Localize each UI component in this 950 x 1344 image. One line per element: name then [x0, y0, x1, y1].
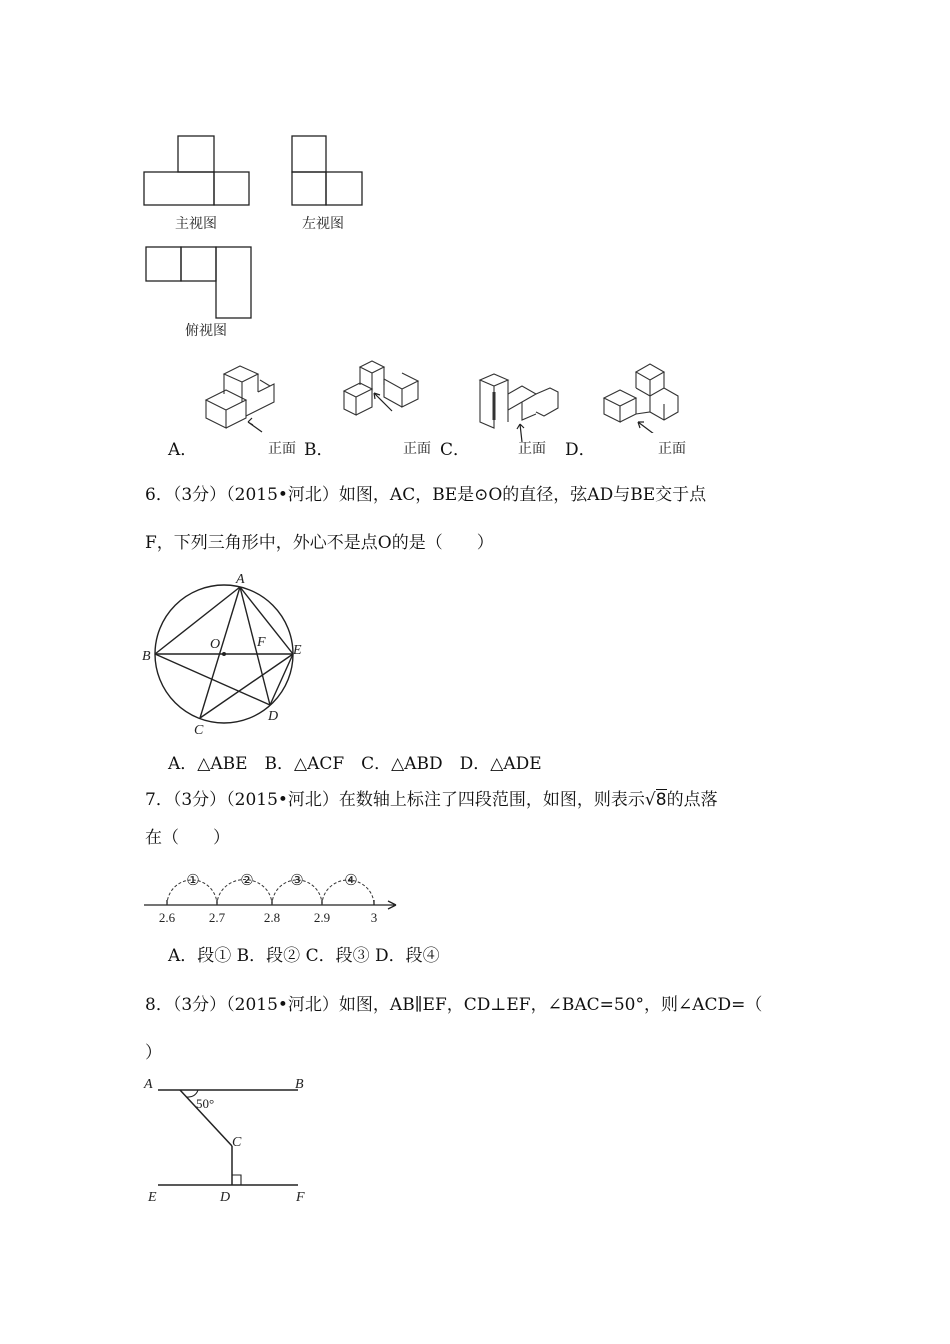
top-view	[142, 243, 257, 323]
segment-4: ④	[344, 873, 358, 889]
label-B: B	[295, 1077, 304, 1092]
segment-3: ③	[290, 873, 304, 889]
q8-line1: 8．（3分）（2015•河北）如图，AB∥EF，CD⊥EF，∠BAC=50°，则∠ACD=（	[145, 995, 763, 1015]
front-view	[140, 132, 255, 212]
segment-1: ①	[186, 873, 200, 889]
option-d-solid	[600, 358, 690, 433]
tick-label-5: 3	[370, 910, 378, 925]
segment-2: ②	[240, 873, 254, 889]
label-E: E	[293, 643, 302, 658]
q8-parallel-figure	[140, 1068, 330, 1208]
tick-label-2: 2.7	[208, 910, 226, 925]
angle-label: 50°	[196, 1096, 215, 1111]
front-view-label: 主视图	[175, 216, 217, 232]
q6-line1: 6．（3分）（2015•河北）如图，AC，BE是⊙O的直径，弦AD与BE交于点	[145, 485, 707, 505]
label-D: D	[268, 709, 279, 724]
option-a-letter[interactable]: A．	[168, 440, 198, 460]
label-A: A	[144, 1077, 153, 1092]
label-O: O	[210, 637, 221, 652]
left-view-label: 左视图	[302, 216, 344, 232]
sqrt-symbol: √	[644, 790, 656, 810]
q7-line1-prefix: 7．（3分）（2015•河北）在数轴上标注了四段范围，如图，则表示	[145, 790, 645, 810]
label-F: F	[257, 635, 266, 650]
q6-options[interactable]: A．△ABE B．△ACF C．△ABD D．△ADE	[168, 754, 542, 774]
label-B: B	[142, 649, 151, 664]
label-E: E	[148, 1190, 157, 1205]
q7-line1-suffix: 的点落	[666, 790, 718, 810]
top-view-label: 俯视图	[185, 323, 227, 339]
option-d-letter[interactable]: D．	[565, 440, 596, 460]
option-b-solid	[340, 355, 430, 440]
option-d-front-label: 正面	[658, 441, 686, 457]
q8-line2: ）	[145, 1043, 162, 1063]
q6-circle-figure	[140, 570, 310, 740]
option-a-front-label: 正面	[268, 441, 296, 457]
tick-label-3: 2.8	[263, 910, 281, 925]
tick-label-1: 2.6	[158, 910, 176, 925]
option-b-letter[interactable]: B．	[304, 440, 334, 460]
tick-label-4: 2.9	[313, 910, 331, 925]
q7-options[interactable]: A．段① B．段② C．段③ D．段④	[168, 946, 440, 966]
label-A: A	[236, 572, 245, 587]
label-C: C	[232, 1135, 242, 1150]
label-C: C	[194, 723, 204, 738]
option-c-letter[interactable]: C．	[440, 440, 471, 460]
label-F: F	[296, 1190, 305, 1205]
left-view	[288, 132, 368, 212]
option-c-front-label: 正面	[518, 441, 546, 457]
q6-line2: F，下列三角形中，外心不是点O的是（ ）	[145, 533, 494, 553]
sqrt-radicand: 8	[655, 790, 667, 810]
option-b-front-label: 正面	[403, 441, 431, 457]
q7-line2: 在（ ）	[145, 828, 230, 848]
q7-number-line	[140, 866, 410, 926]
q7-line1	[145, 790, 718, 810]
label-D: D	[220, 1190, 231, 1205]
